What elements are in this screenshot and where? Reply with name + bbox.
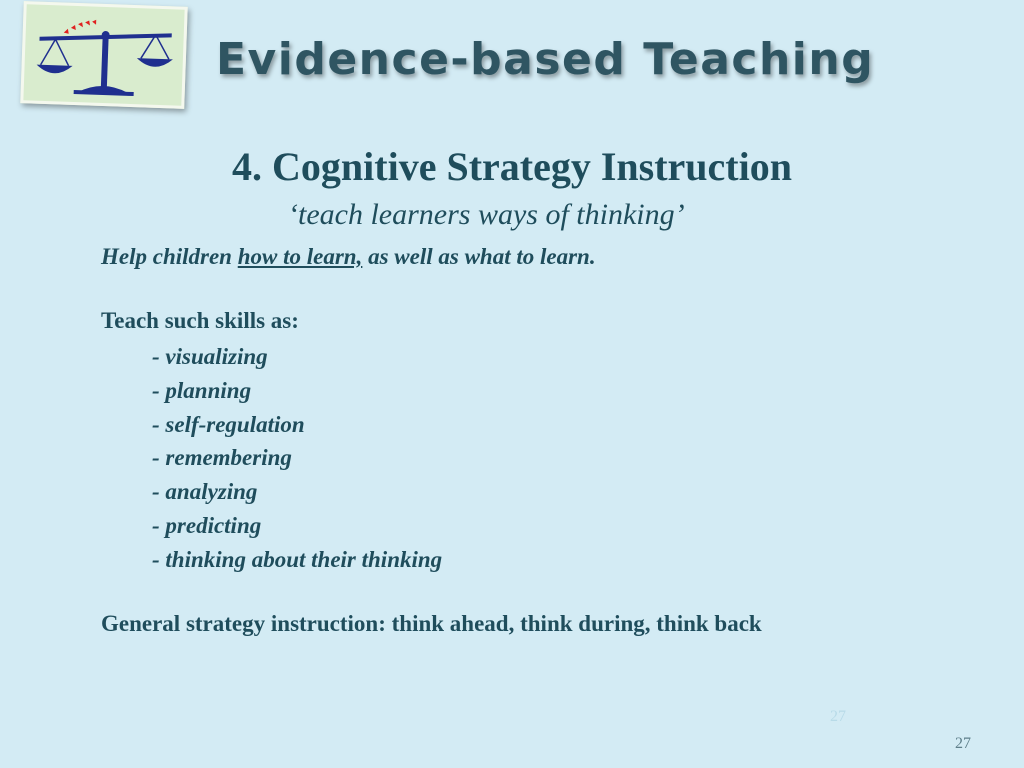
list-item: - thinking about their thinking [152,546,443,572]
list-item: - self-regulation [152,411,305,437]
quote-text: teach learners ways of thinking [298,198,675,231]
help-text-pre: Help children [101,244,238,269]
list-item: - analyzing [152,479,258,505]
slide-number: 27 [955,735,971,752]
page-title: Evidence-based Teaching [216,34,875,85]
balance-scale-icon [23,4,184,105]
ghost-slide-number: 27 [830,708,846,725]
skills-intro: Teach such skills as: [101,308,299,333]
quote-line [288,198,685,232]
list-item: - planning [152,377,252,403]
quote-close-mark: ’ [674,198,685,231]
logo-frame [20,1,187,109]
section-heading: 4. Cognitive Strategy Instruction [232,144,792,189]
help-text-underlined: how to learn, [237,244,363,269]
list-item: - remembering [152,445,292,471]
list-item: - predicting [152,512,262,538]
help-text-post: as well as what to learn. [362,244,596,269]
general-strategy-line: General strategy instruction: think ahead, think during, think back [101,611,762,636]
list-item: - visualizing [152,344,268,369]
help-line [101,244,596,270]
skills-list [152,340,442,577]
quote-open-mark: ‘ [288,198,298,231]
